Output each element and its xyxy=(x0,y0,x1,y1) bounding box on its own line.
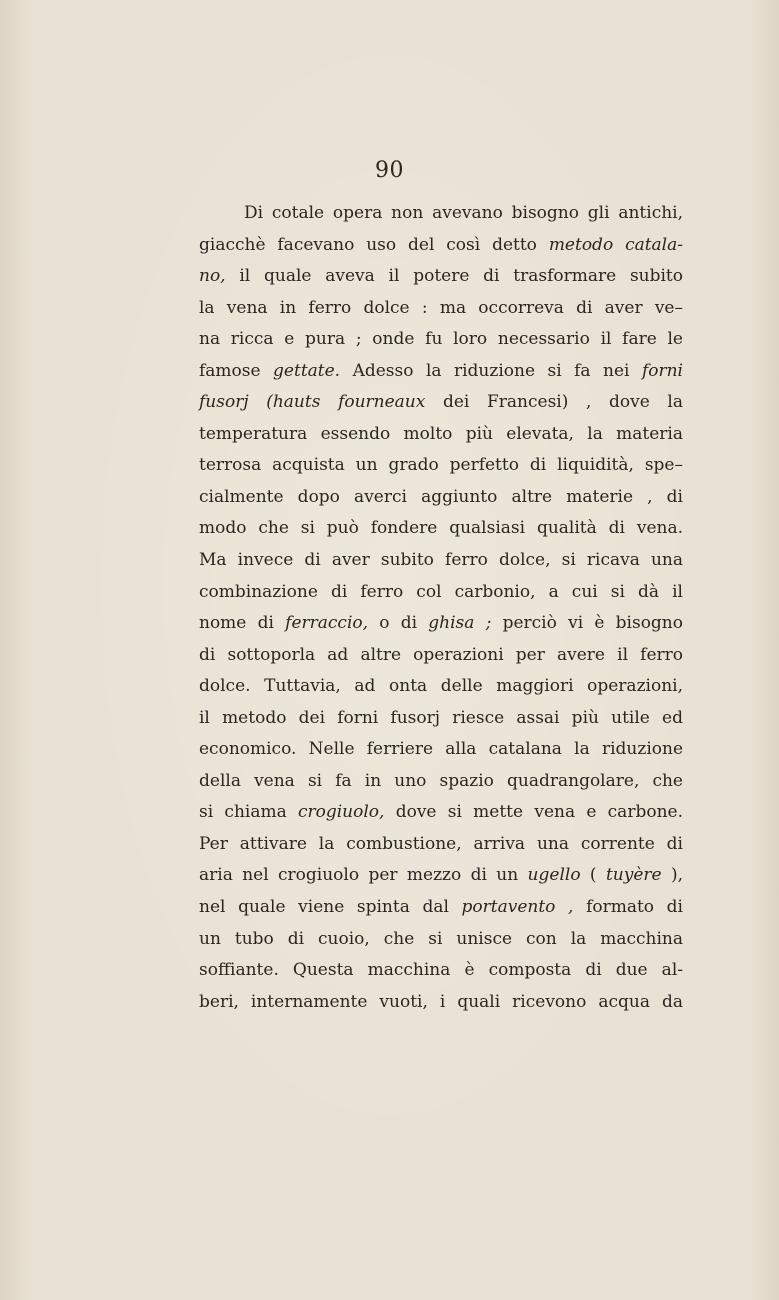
text-run: perciò vi è bisogno xyxy=(491,613,683,634)
text-run: ), xyxy=(661,865,683,886)
text-run: nel quale viene spinta dal xyxy=(199,897,462,918)
text-line xyxy=(199,829,683,861)
text-line xyxy=(199,671,683,703)
text-line xyxy=(199,324,683,356)
text-line xyxy=(199,577,683,609)
text-line xyxy=(199,766,683,798)
text-line xyxy=(199,860,683,892)
italic-term: forni xyxy=(641,360,683,381)
text-run: dolce. Tuttavia, ad onta delle maggiori operazioni, xyxy=(199,676,683,697)
page-number: 90 xyxy=(375,158,404,183)
italic-term: no, xyxy=(199,266,226,287)
italic-term: ghisa ; xyxy=(428,613,492,634)
text-line xyxy=(199,261,683,293)
text-run: un tubo di cuoio, che si unisce con la macchina xyxy=(199,928,683,949)
text-line xyxy=(199,356,683,388)
italic-term: ferraccio, xyxy=(285,613,369,634)
text-line xyxy=(199,419,683,451)
text-run: della vena si fa in uno spazio quadrangolare, che xyxy=(199,770,683,791)
italic-term: portavento , xyxy=(461,897,574,918)
text-line xyxy=(199,955,683,987)
text-line xyxy=(199,293,683,325)
text-run: formato di xyxy=(573,897,683,918)
text-run: na ricca e pura ; onde fu loro necessario il fare le xyxy=(199,329,683,350)
text-run: Di cotale opera non avevano bisogno gli antichi, xyxy=(244,203,683,223)
text-run: si chiama xyxy=(199,802,298,823)
text-line xyxy=(199,797,683,829)
text-run: o di xyxy=(368,613,429,634)
text-run: economico. Nelle ferriere alla catalana la riduzione xyxy=(199,739,683,760)
text-run: nome di xyxy=(199,613,286,634)
text-run: cialmente dopo averci aggiunto altre materie , di xyxy=(199,486,683,507)
text-line xyxy=(199,450,683,482)
text-line xyxy=(199,513,683,545)
body-text xyxy=(199,198,683,1018)
text-run: giacchè facevano uso del così detto xyxy=(199,234,549,255)
text-run: soffiante. Questa macchina è composta di due al- xyxy=(199,960,683,981)
text-line xyxy=(199,387,683,419)
text-line xyxy=(199,482,683,514)
text-run: dei Francesi) , dove la xyxy=(425,392,683,413)
text-run: beri, internamente vuoti, i quali ricevono acqua da xyxy=(199,991,683,1012)
italic-term: crogiuolo, xyxy=(297,802,385,823)
text-run: combinazione di ferro col carbonio, a cui si dà il xyxy=(199,581,683,602)
italic-term: tuyère xyxy=(605,865,662,886)
text-line xyxy=(199,230,683,262)
text-run: famose xyxy=(199,360,274,381)
text-line xyxy=(199,734,683,766)
text-run: Adesso la riduzione si fa nei xyxy=(340,360,642,381)
text-run: la vena in ferro dolce : ma occorreva di aver ve– xyxy=(199,297,683,318)
text-line xyxy=(199,640,683,672)
text-run: modo che si può fondere qualsiasi qualità di vena. xyxy=(199,518,683,539)
italic-term: fusorj (hauts fourneaux xyxy=(199,392,426,413)
text-line xyxy=(199,608,683,640)
text-run: ( xyxy=(580,865,606,886)
text-run: il metodo dei forni fusorj riesce assai più utile ed xyxy=(199,707,683,728)
text-run: aria nel crogiuolo per mezzo di un xyxy=(199,865,528,886)
text-run: di sottoporla ad altre operazioni per avere il ferro xyxy=(199,644,683,665)
text-line xyxy=(199,545,683,577)
text-run: il quale aveva il potere di trasformare subito xyxy=(225,266,683,287)
text-run: temperatura essendo molto più elevata, la materia xyxy=(199,423,683,444)
text-line xyxy=(199,892,683,924)
text-line xyxy=(199,198,683,230)
text-line xyxy=(199,703,683,735)
text-line xyxy=(199,987,683,1019)
text-run: Ma invece di aver subito ferro dolce, si ricava una xyxy=(199,550,683,571)
text-run: terrosa acquista un grado perfetto di liquidità, spe– xyxy=(199,455,683,476)
italic-term: ugello xyxy=(527,865,581,886)
text-run: Per attivare la combustione, arriva una corrente di xyxy=(199,833,683,854)
text-run: dove si mette vena e carbone. xyxy=(384,802,683,823)
italic-term: metodo catala- xyxy=(548,234,684,255)
italic-term: gettate. xyxy=(273,360,341,381)
text-line xyxy=(199,924,683,956)
